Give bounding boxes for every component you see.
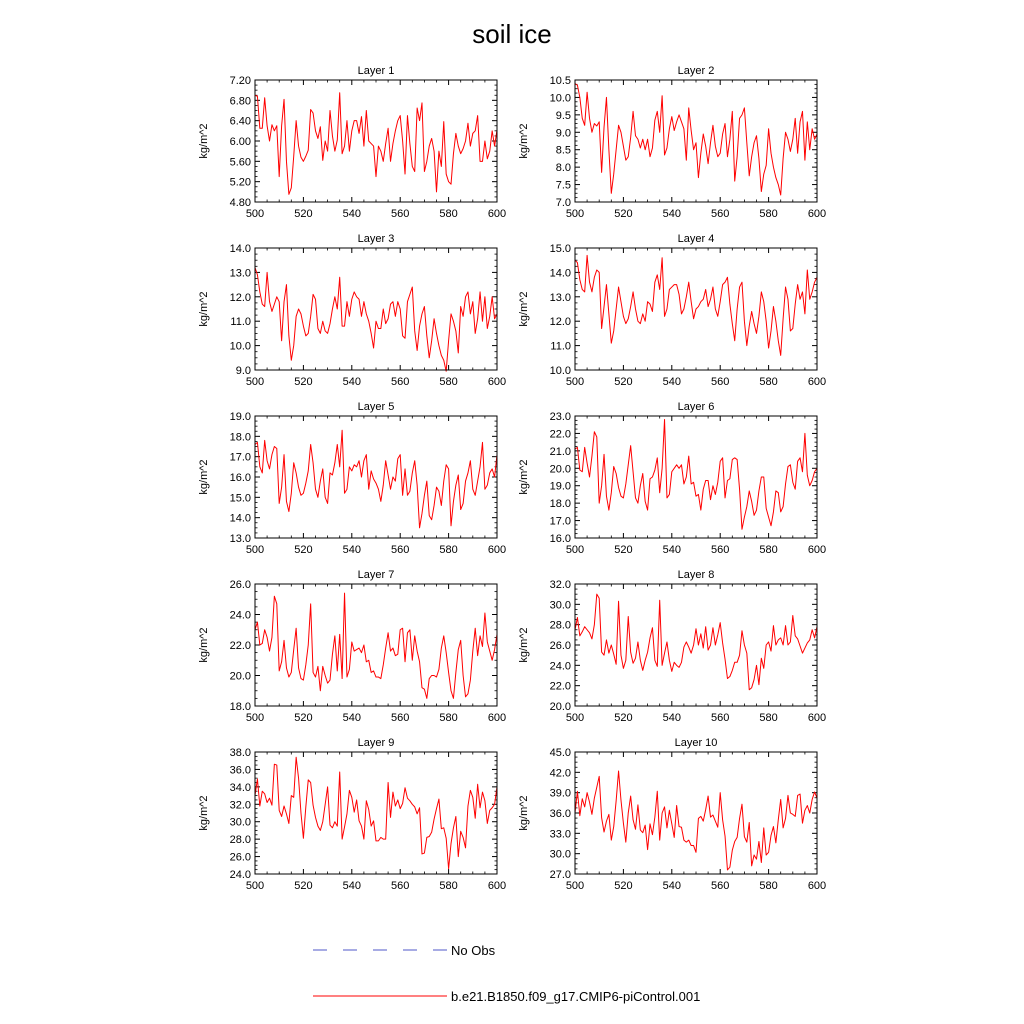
y-tick-label: 42.0: [549, 767, 571, 780]
y-tick-label: 11.0: [230, 316, 251, 329]
y-tick-label: 17.0: [549, 515, 571, 528]
panel-title: Layer 1: [357, 65, 395, 77]
x-tick-label: 600: [487, 544, 507, 556]
series-line: [575, 255, 817, 355]
y-tick-label: 4.80: [229, 197, 251, 209]
panel-title: Layer 7: [357, 569, 395, 581]
y-tick-label: 33.0: [549, 828, 571, 841]
y-tick-label: 38.0: [229, 747, 251, 759]
y-tick-label: 12.0: [229, 291, 251, 304]
y-tick-label: 17.0: [229, 451, 251, 464]
y-tick-label: 15.0: [229, 492, 251, 505]
y-axis-label: kg/m^2: [198, 627, 210, 663]
x-tick-label: 560: [711, 208, 730, 220]
x-tick-label: 540: [342, 880, 361, 892]
chart-panel: [518, 65, 826, 220]
y-tick-label: 22.0: [549, 428, 571, 441]
y-tick-label: 10.0: [549, 365, 571, 377]
chart-panel: [518, 233, 826, 388]
y-tick-label: 18.0: [549, 498, 571, 511]
series-line: [255, 268, 497, 372]
series-line: [255, 593, 497, 698]
panel-title: Layer 2: [677, 65, 715, 77]
y-tick-label: 5.20: [229, 176, 251, 189]
x-tick-label: 600: [807, 208, 827, 220]
y-tick-label: 19.0: [229, 411, 251, 423]
x-tick-label: 520: [614, 712, 633, 724]
panel-title: Layer 6: [677, 401, 715, 413]
x-tick-label: 560: [391, 208, 410, 220]
x-tick-label: 580: [759, 544, 778, 556]
x-tick-label: 600: [487, 880, 507, 892]
y-tick-label: 5.60: [229, 156, 251, 169]
y-axis-label: kg/m^2: [518, 795, 530, 831]
chart-panel: [198, 65, 506, 220]
series-line: [575, 771, 817, 870]
x-tick-label: 520: [294, 376, 313, 388]
x-tick-label: 560: [391, 712, 410, 724]
y-axis-label: kg/m^2: [518, 123, 530, 159]
y-tick-label: 20.0: [549, 463, 571, 476]
y-tick-label: 18.0: [229, 431, 251, 444]
y-tick-label: 20.0: [229, 670, 251, 683]
plot-frame: [575, 80, 817, 202]
x-tick-label: 540: [662, 208, 681, 220]
x-tick-label: 500: [245, 376, 265, 388]
x-tick-label: 520: [294, 712, 313, 724]
chart-panel: [518, 569, 826, 724]
y-tick-label: 28.0: [229, 834, 251, 847]
y-tick-label: 6.40: [229, 115, 251, 128]
y-tick-label: 24.0: [229, 609, 251, 622]
x-tick-label: 580: [759, 712, 778, 724]
y-tick-label: 10.5: [549, 75, 571, 87]
y-tick-label: 13.0: [549, 291, 571, 304]
y-tick-label: 13.0: [229, 267, 251, 280]
chart-panel: [518, 401, 826, 556]
y-tick-label: 22.0: [229, 640, 251, 652]
y-tick-label: 45.0: [549, 747, 571, 759]
panel-title: Layer 4: [677, 233, 715, 245]
x-tick-label: 600: [487, 208, 507, 220]
panel-title: Layer 10: [674, 737, 718, 749]
y-tick-label: 36.0: [549, 808, 571, 820]
x-tick-label: 500: [245, 208, 265, 220]
chart-panel: [198, 569, 506, 724]
panel-title: Layer 3: [357, 233, 395, 245]
y-tick-label: 27.0: [549, 869, 571, 881]
y-tick-label: 34.0: [229, 781, 251, 794]
x-tick-label: 540: [342, 376, 361, 388]
plot-frame: [575, 752, 817, 874]
x-tick-label: 540: [662, 544, 681, 556]
legend-label-model: b.e21.B1850.f09_g17.CMIP6-piControl.001: [451, 989, 701, 1004]
series-line: [255, 93, 497, 195]
x-tick-label: 560: [391, 880, 410, 892]
x-tick-label: 520: [294, 208, 313, 220]
y-tick-label: 11.0: [550, 340, 571, 353]
y-tick-label: 36.0: [229, 764, 251, 777]
y-tick-label: 9.0: [555, 127, 571, 140]
x-tick-label: 580: [759, 208, 778, 220]
y-tick-label: 13.0: [229, 533, 251, 545]
x-tick-label: 600: [487, 712, 507, 724]
x-tick-label: 560: [711, 712, 730, 724]
x-tick-label: 600: [807, 880, 827, 892]
y-tick-label: 6.00: [229, 136, 251, 148]
y-tick-label: 7.0: [555, 197, 571, 209]
panel-title: Layer 9: [357, 737, 395, 749]
legend: [313, 943, 700, 1004]
x-tick-label: 580: [439, 376, 458, 388]
y-tick-label: 24.0: [229, 869, 251, 881]
y-axis-label: kg/m^2: [198, 291, 210, 327]
y-tick-label: 8.0: [555, 162, 571, 175]
x-tick-label: 580: [439, 880, 458, 892]
panels-grid: [198, 65, 826, 892]
x-tick-label: 540: [662, 880, 681, 892]
x-tick-label: 580: [439, 712, 458, 724]
x-tick-label: 500: [245, 880, 265, 892]
plot-frame: [255, 752, 497, 874]
y-tick-label: 18.0: [229, 701, 251, 713]
x-tick-label: 600: [807, 712, 827, 724]
y-tick-label: 7.20: [229, 75, 251, 87]
y-axis-label: kg/m^2: [518, 627, 530, 663]
y-tick-label: 30.0: [549, 599, 571, 612]
x-tick-label: 580: [439, 544, 458, 556]
y-tick-label: 15.0: [549, 243, 571, 255]
series-line: [575, 594, 817, 690]
y-tick-label: 8.5: [555, 144, 571, 157]
legend-label-no-obs: No Obs: [451, 943, 496, 958]
y-tick-label: 26.0: [229, 851, 251, 864]
x-tick-label: 520: [614, 376, 633, 388]
x-tick-label: 540: [662, 376, 681, 388]
y-tick-label: 26.0: [229, 579, 251, 591]
y-tick-label: 21.0: [549, 445, 571, 458]
series-line: [255, 757, 497, 869]
y-tick-label: 32.0: [229, 799, 251, 812]
y-tick-label: 26.0: [549, 640, 571, 652]
x-tick-label: 600: [487, 376, 507, 388]
x-tick-label: 500: [565, 880, 585, 892]
y-axis-label: kg/m^2: [518, 459, 530, 495]
x-tick-label: 520: [614, 880, 633, 892]
x-tick-label: 580: [439, 208, 458, 220]
x-tick-label: 500: [245, 544, 265, 556]
x-tick-label: 560: [711, 376, 730, 388]
y-tick-label: 9.0: [235, 365, 251, 377]
series-line: [575, 419, 817, 529]
series-line: [575, 83, 817, 195]
y-tick-label: 12.0: [549, 316, 571, 329]
x-tick-label: 520: [294, 880, 313, 892]
x-tick-label: 600: [807, 544, 827, 556]
x-tick-label: 540: [662, 712, 681, 724]
y-tick-label: 16.0: [549, 533, 571, 545]
x-tick-label: 560: [711, 544, 730, 556]
y-tick-label: 10.0: [229, 340, 251, 353]
y-tick-label: 32.0: [549, 579, 571, 591]
y-tick-label: 7.5: [555, 179, 571, 192]
y-tick-label: 24.0: [549, 660, 571, 673]
y-tick-label: 28.0: [549, 619, 571, 632]
y-tick-label: 14.0: [229, 512, 251, 525]
x-tick-label: 520: [614, 208, 633, 220]
y-axis-label: kg/m^2: [198, 123, 210, 159]
panel-title: Layer 8: [677, 569, 715, 581]
x-tick-label: 520: [614, 544, 633, 556]
x-tick-label: 560: [711, 880, 730, 892]
panel-title: Layer 5: [357, 401, 395, 413]
x-tick-label: 540: [342, 712, 361, 724]
y-tick-label: 19.0: [549, 480, 571, 493]
x-tick-label: 500: [565, 208, 585, 220]
y-tick-label: 39.0: [549, 787, 571, 800]
x-tick-label: 540: [342, 208, 361, 220]
chart-panel: [198, 233, 506, 388]
y-axis-label: kg/m^2: [518, 291, 530, 327]
x-tick-label: 520: [294, 544, 313, 556]
x-tick-label: 560: [391, 544, 410, 556]
x-tick-label: 500: [565, 544, 585, 556]
x-tick-label: 540: [342, 544, 361, 556]
y-tick-label: 14.0: [549, 267, 571, 280]
x-tick-label: 500: [565, 712, 585, 724]
y-axis-label: kg/m^2: [198, 795, 210, 831]
x-tick-label: 500: [565, 376, 585, 388]
y-tick-label: 14.0: [229, 243, 251, 255]
plot-frame: [575, 416, 817, 538]
y-tick-label: 9.5: [555, 109, 571, 122]
x-tick-label: 580: [759, 880, 778, 892]
y-tick-label: 23.0: [549, 411, 571, 423]
chart-panel: [198, 737, 506, 892]
x-tick-label: 560: [391, 376, 410, 388]
y-tick-label: 30.0: [229, 816, 251, 829]
y-tick-label: 22.0: [549, 680, 571, 693]
x-tick-label: 580: [759, 376, 778, 388]
x-tick-label: 600: [807, 376, 827, 388]
y-tick-label: 20.0: [549, 701, 571, 713]
y-tick-label: 10.0: [549, 92, 571, 105]
chart-panel: [198, 401, 506, 556]
chart-panel: [518, 737, 826, 892]
y-axis-label: kg/m^2: [198, 459, 210, 495]
y-tick-label: 16.0: [229, 472, 251, 484]
figure-title: soil ice: [472, 19, 552, 49]
x-tick-label: 500: [245, 712, 265, 724]
y-tick-label: 30.0: [549, 848, 571, 861]
series-line: [255, 430, 497, 528]
plot-frame: [255, 416, 497, 538]
y-tick-label: 6.80: [229, 95, 251, 108]
